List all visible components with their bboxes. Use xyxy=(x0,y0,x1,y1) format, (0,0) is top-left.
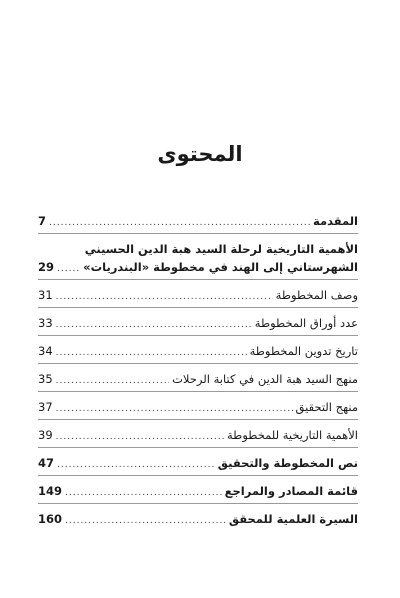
table-of-contents xyxy=(38,212,358,528)
dot-leader xyxy=(57,260,80,278)
dot-leader xyxy=(57,456,215,474)
dot-leader xyxy=(56,400,293,418)
dot-leader xyxy=(56,344,247,362)
toc-entry[interactable] xyxy=(38,482,358,504)
divider xyxy=(38,391,358,392)
toc-entry-label: السيرة العلمية للمحقق xyxy=(228,512,358,526)
toc-entry[interactable] xyxy=(38,240,358,280)
divider xyxy=(38,363,358,364)
toc-entry-page: 34 xyxy=(38,344,53,358)
toc-entry-label: الشهرستاني إلى الهند في مخطوطة «البندريات» xyxy=(83,260,358,274)
toc-entry[interactable] xyxy=(38,212,358,234)
toc-entry-page: 37 xyxy=(38,400,53,414)
toc-entry-label: الأهمية التاريخية للمخطوطة xyxy=(227,428,358,442)
toc-entry-page: 31 xyxy=(38,288,53,302)
divider xyxy=(38,233,358,234)
page-title: المحتوى xyxy=(157,142,243,166)
dot-leader xyxy=(56,372,169,390)
dot-leader xyxy=(65,512,226,530)
toc-entry-label-line1: الأهمية التاريخية لرحلة السيد هبة الدين الحسيني xyxy=(84,242,358,256)
toc-entry-page: 47 xyxy=(38,456,55,470)
toc-entry-page: 35 xyxy=(38,372,53,386)
divider xyxy=(38,307,358,308)
toc-entry[interactable] xyxy=(38,510,358,528)
toc-entry-label: منهج السيد هبة الدين في كتابة الرحلات xyxy=(172,372,358,386)
divider xyxy=(38,503,358,504)
toc-entry-label: قائمة المصادر والمراجع xyxy=(224,484,358,498)
toc-entry[interactable] xyxy=(38,314,358,336)
toc-entry-page: 39 xyxy=(38,428,53,442)
toc-entry-page: 160 xyxy=(38,512,63,526)
divider xyxy=(38,279,358,280)
dot-leader xyxy=(56,428,224,446)
divider xyxy=(38,335,358,336)
toc-entry[interactable] xyxy=(38,286,358,308)
dot-leader xyxy=(56,316,252,334)
toc-entry[interactable] xyxy=(38,426,358,448)
toc-entry-page: 33 xyxy=(38,316,53,330)
toc-entry[interactable] xyxy=(38,370,358,392)
toc-entry-label: وصف المخطوطة xyxy=(275,288,358,302)
toc-entry[interactable] xyxy=(38,342,358,364)
divider xyxy=(38,419,358,420)
toc-entry-label: تاريخ تدوين المخطوطة xyxy=(249,344,358,358)
dot-leader xyxy=(49,214,310,232)
toc-entry-page: 7 xyxy=(38,214,47,228)
dot-leader xyxy=(65,484,222,502)
toc-entry-page: 149 xyxy=(38,484,63,498)
toc-entry-label: عدد أوراق المخطوطة xyxy=(254,316,358,330)
toc-entry-page: 29 xyxy=(38,260,55,274)
divider xyxy=(38,447,358,448)
toc-entry-label: المقدمة xyxy=(313,214,358,228)
divider xyxy=(38,475,358,476)
toc-entry[interactable] xyxy=(38,454,358,476)
toc-entry-label: نص المخطوطة والتحقيق xyxy=(217,456,358,470)
dot-leader xyxy=(56,288,273,306)
toc-entry-label: منهج التحقيق xyxy=(295,400,358,414)
toc-entry[interactable] xyxy=(38,398,358,420)
